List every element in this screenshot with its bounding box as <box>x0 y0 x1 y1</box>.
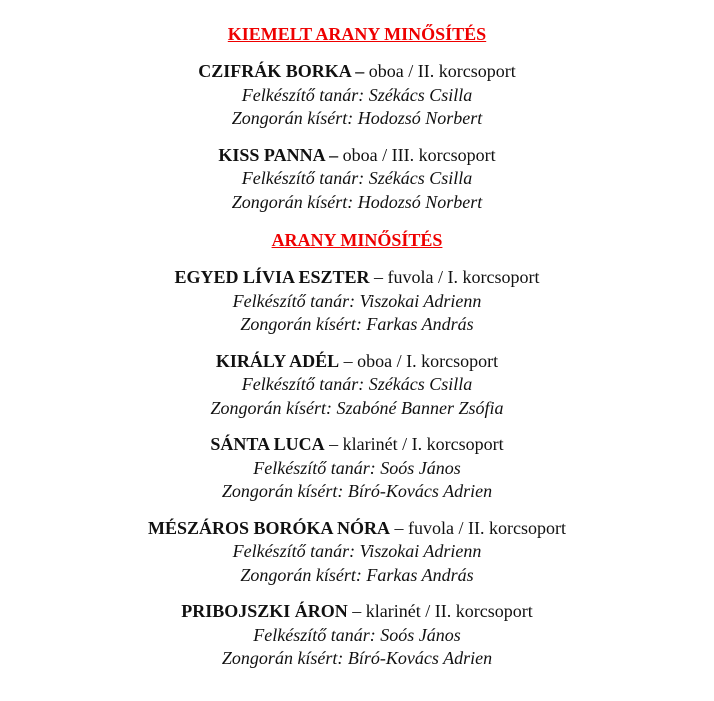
entry-detail: oboa / II. korcsoport <box>368 61 516 81</box>
entry-teacher-line: Felkészítő tanár: Székács Csilla <box>241 168 473 188</box>
entry-name: PRIBOJSZKI ÁRON <box>181 601 348 621</box>
entry-name: KIRÁLY ADÉL <box>215 350 340 371</box>
entry-piano-line: Zongorán kísért: Szabóné Banner Zsófia <box>210 397 504 418</box>
section-heading-text: ARANY MINŐSÍTÉS <box>271 230 443 250</box>
section-heading <box>0 228 714 252</box>
entry <box>0 266 714 337</box>
entry-teacher-line: Felkészítő tanár: Soós János <box>253 624 461 645</box>
section-heading-text: KIEMELT ARANY MINŐSÍTÉS <box>227 24 487 44</box>
entry-title <box>0 350 714 374</box>
entry-title <box>0 600 714 624</box>
entry <box>0 350 714 421</box>
entry-detail: oboa / I. korcsoport <box>357 350 499 371</box>
entry <box>0 60 714 131</box>
section <box>0 22 714 214</box>
entry-name: KISS PANNA <box>218 144 325 165</box>
entry-dash: – <box>324 434 343 454</box>
entry <box>0 144 714 215</box>
entry-dash: – <box>369 267 388 287</box>
entry-dash: – <box>347 601 366 621</box>
entry-teacher-line: Felkészítő tanár: Székács Csilla <box>241 374 473 394</box>
entry-piano-line: Zongorán kísért: Bíró-Kovács Adrien <box>221 648 493 668</box>
entry <box>0 517 714 588</box>
entry-detail: klarinét / I. korcsoport <box>342 434 504 454</box>
entry-title <box>0 517 714 541</box>
entry-detail: klarinét / II. korcsoport <box>365 601 533 621</box>
section <box>0 228 714 671</box>
entry-title <box>0 144 714 168</box>
entry-dash: – <box>339 350 358 371</box>
entry <box>0 600 714 671</box>
entry-teacher-line: Felkészítő tanár: Viszokai Adrienn <box>232 541 482 561</box>
entry-detail: oboa / III. korcsoport <box>342 144 496 165</box>
entry-name: CZIFRÁK BORKA <box>198 61 351 81</box>
entry-title <box>0 266 714 290</box>
entry-piano-line: Zongorán kísért: Hodozsó Norbert <box>231 108 483 128</box>
entry-detail: fuvola / I. korcsoport <box>387 267 540 287</box>
entry-piano-line: Zongorán kísért: Bíró-Kovács Adrien <box>221 481 493 501</box>
entry-piano-line: Zongorán kísért: Farkas András <box>240 564 474 585</box>
entry-name: MÉSZÁROS BORÓKA NÓRA <box>147 517 391 538</box>
entry-title <box>0 433 714 457</box>
entry-teacher-line: Felkészítő tanár: Soós János <box>253 457 461 478</box>
entry <box>0 433 714 504</box>
entry-name: EGYED LÍVIA ESZTER <box>174 267 370 287</box>
entry-piano-line: Zongorán kísért: Hodozsó Norbert <box>231 191 483 212</box>
entry-name: SÁNTA LUCA <box>210 434 325 454</box>
section-heading <box>0 22 714 46</box>
entry-teacher-line: Felkészítő tanár: Székács Csilla <box>241 84 473 105</box>
entry-dash: – <box>324 144 343 165</box>
entry-detail: fuvola / II. korcsoport <box>408 517 566 538</box>
entry-teacher-line: Felkészítő tanár: Viszokai Adrienn <box>232 290 482 311</box>
entry-dash: – <box>350 61 369 81</box>
entry-piano-line: Zongorán kísért: Farkas András <box>240 314 474 334</box>
entry-title <box>0 60 714 84</box>
entry-dash: – <box>390 517 409 538</box>
